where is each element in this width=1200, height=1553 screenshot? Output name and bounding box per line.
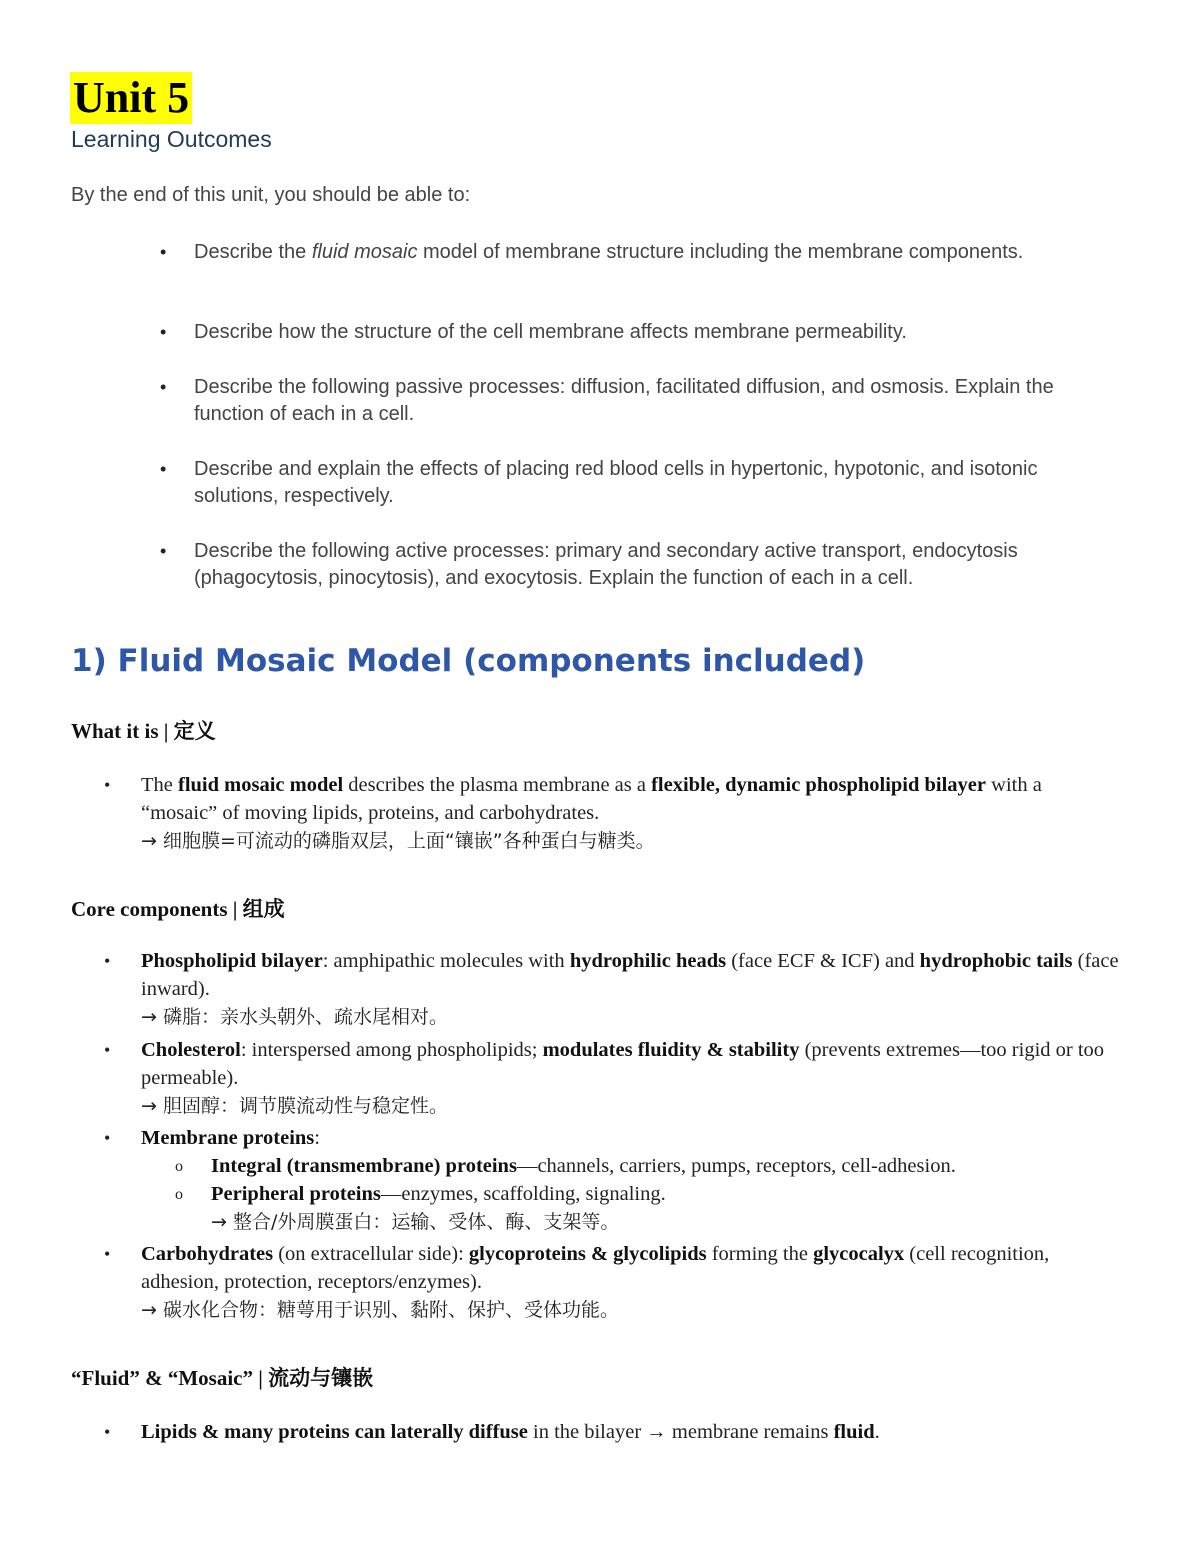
chinese-note: → 细胞膜=可流动的磷脂双层，上面“镶嵌”各种蛋白与糖类。 (141, 830, 655, 852)
bullet-icon: • (104, 1422, 111, 1442)
bullet-icon: • (160, 459, 167, 479)
bullet-icon: • (104, 1040, 111, 1060)
bullet-icon: • (104, 1128, 111, 1148)
list-item: • Describe the following active processes: primary and secondary active transport, endocytosis (phagocytosis, pinocytosis), and exocytosis. Explain the function of each in a cell. (160, 540, 1018, 589)
circle-bullet-icon: o (175, 1158, 183, 1175)
chinese-note: → 碳水化合物：糖萼用于识别、黏附、保护、受体功能。 (141, 1299, 619, 1321)
bullet-icon: • (160, 242, 167, 262)
list-item: • Lipids & many proteins can laterally diffuse in the bilayer → membrane remains fluid. (141, 1418, 1121, 1446)
sub-list-item: o Integral (transmembrane) proteins—channels, carriers, pumps, receptors, cell-adhesion. (211, 1152, 1111, 1180)
chinese-note: → 磷脂：亲水头朝外、疏水尾相对。 (141, 1006, 448, 1028)
bullet-icon: • (160, 377, 167, 397)
section-heading: 1) Fluid Mosaic Model (components included) (71, 643, 866, 679)
bullet-icon: • (104, 951, 111, 971)
unit-title: Unit 5 (70, 72, 192, 124)
core-components-heading: Core components | 组成 (71, 897, 285, 921)
list-item: • Membrane proteins: (141, 1124, 1121, 1152)
circle-bullet-icon: o (175, 1186, 183, 1203)
bullet-icon: • (104, 1244, 111, 1264)
what-it-is-heading: What it is | 定义 (71, 719, 216, 743)
list-item: • Describe and explain the effects of placing red blood cells in hypertonic, hypotonic, and isotonic solutions, respectively. (160, 458, 1038, 507)
bullet-icon: • (160, 322, 167, 342)
list-item: • Describe how the structure of the cell membrane affects membrane permeability. (194, 319, 1114, 346)
list-item: • Describe the following passive processes: diffusion, facilitated diffusion, and osmosis. Explain the function of each in a cell. (160, 376, 1054, 425)
list-item: • Carbohydrates (on extracellular side): glycoproteins & glycolipids forming the glycocalyx (cell recognition, adhesion, protection, receptors/enzymes). → 碳水化合物：糖萼用于识别、黏附、保护、受体功能。 (141, 1240, 1121, 1324)
fluid-mosaic-heading: “Fluid” & “Mosaic” | 流动与镶嵌 (71, 1366, 374, 1390)
list-item: • Describe the fluid mosaic model of membrane structure including the membrane components. (194, 239, 1114, 266)
learning-outcomes-subtitle: Learning Outcomes (71, 126, 272, 152)
bullet-icon: • (160, 541, 167, 561)
list-item: • Phospholipid bilayer: amphipathic molecules with hydrophilic heads (face ECF & ICF) and hydrophobic tails (face inward). → 磷脂：亲水头朝外、疏水尾相对。 (141, 947, 1121, 1031)
chinese-note: → 胆固醇：调节膜流动性与稳定性。 (141, 1095, 448, 1117)
sub-list-item: o Peripheral proteins—enzymes, scaffolding, signaling. → 整合/外周膜蛋白：运输、受体、酶、支架等。 (175, 1183, 666, 1233)
list-item: • Cholesterol: interspersed among phospholipids; modulates fluidity & stability (prevents extremes—too rigid or too permeable). → 胆固醇：调节膜流动性与稳定性。 (141, 1036, 1121, 1120)
chinese-note: → 整合/外周膜蛋白：运输、受体、酶、支架等。 (211, 1211, 620, 1233)
intro-text: By the end of this unit, you should be able to: (71, 184, 471, 206)
list-item: • The fluid mosaic model describes the plasma membrane as a flexible, dynamic phospholipid bilayer with a “mosaic” of moving lipids, proteins, and carbohydrates. → 细胞膜=可流动的磷脂双层，上面“镶嵌”各种蛋白与糖类。 (141, 771, 1121, 855)
bullet-icon: • (104, 775, 111, 795)
